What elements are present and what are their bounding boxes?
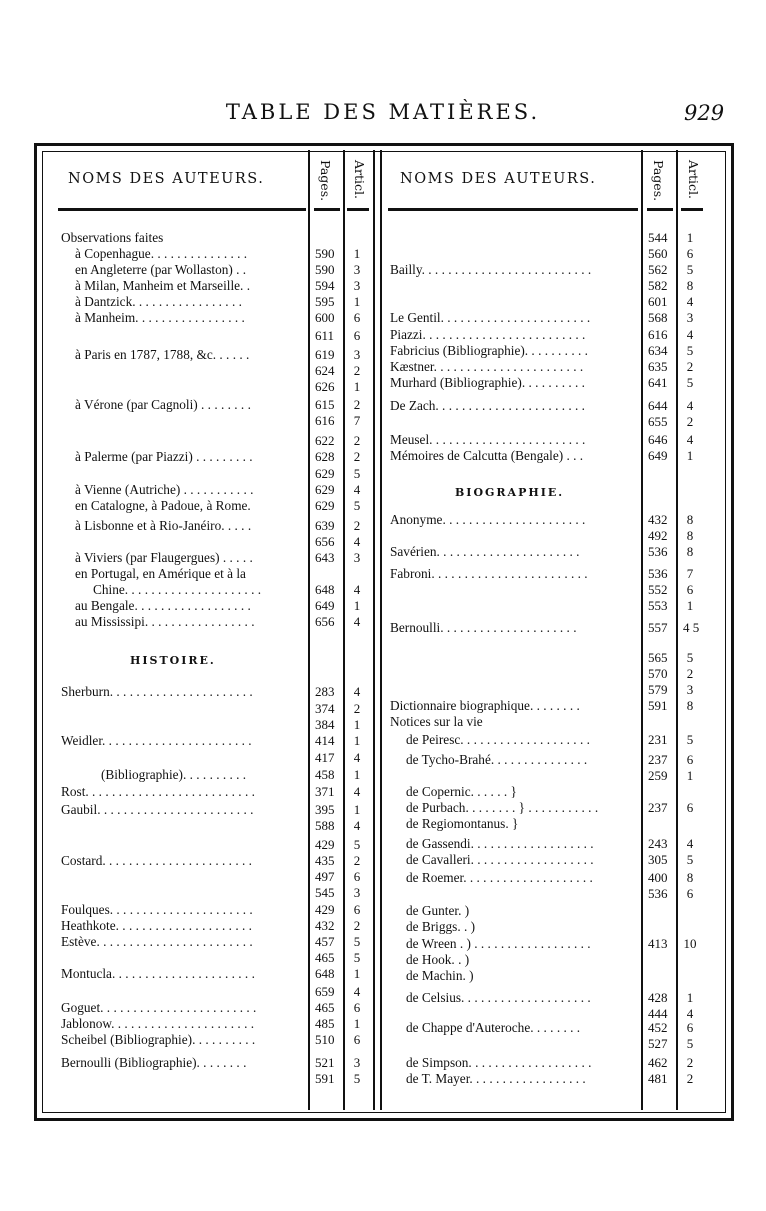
right-entry-page: 562 (648, 262, 668, 277)
page-header-title: TABLE DES MATIÈRES. (225, 100, 541, 124)
left-entry-article: 1 (353, 733, 361, 748)
left-entry-article: 3 (353, 550, 361, 565)
right-entry-name: de Hook. . ) (406, 952, 470, 967)
left-entry-name: Heathkote. . . . . . . . . . . . . . . . . . . . . (61, 918, 252, 933)
right-entry-article: 8 (686, 698, 694, 713)
left-entry-name: à Palerme (par Piazzi) . . . . . . . . . (75, 449, 253, 464)
left-header-rule (58, 208, 306, 211)
left-entry-article: 4 (353, 614, 361, 629)
left-entry-article: 3 (353, 1055, 361, 1070)
center-double-divider-b (380, 150, 382, 1110)
left-entry-page: 545 (315, 885, 335, 900)
left-entry-name: en Catalogne, à Padoue, à Rome. (75, 498, 251, 513)
right-entry-article: 4 (686, 294, 694, 309)
left-entry-page: 371 (315, 784, 335, 799)
right-entry-article: 6 (686, 752, 694, 767)
left-entry-article: 1 (353, 717, 361, 732)
left-entry-page: 619 (315, 347, 335, 362)
right-entry-article: 10 (683, 936, 697, 951)
right-entry-name: de Tycho-Brahé. . . . . . . . . . . . . . . (406, 752, 588, 767)
right-entry-article: 2 (686, 1071, 694, 1086)
left-entry-article: 6 (353, 1000, 361, 1015)
left-entry-page: 417 (315, 750, 335, 765)
left-entry-page: 628 (315, 449, 335, 464)
center-double-divider-a (373, 150, 375, 1110)
right-entry-name: Fabroni. . . . . . . . . . . . . . . . . . . . . . . . (390, 566, 588, 581)
right-entry-article: 1 (686, 448, 694, 463)
left-entry-page: 616 (315, 413, 335, 428)
left-entry-article: 6 (353, 902, 361, 917)
left-entry-article: 5 (353, 498, 361, 513)
left-entry-name: en Angleterre (par Wollaston) . . (75, 262, 247, 277)
left-entry-name: au Bengale. . . . . . . . . . . . . . . . . . (75, 598, 251, 613)
left-art-rule (347, 208, 369, 211)
left-entry-page: 510 (315, 1032, 335, 1047)
right-entry-page: 481 (648, 1071, 668, 1086)
right-entry-page: 635 (648, 359, 668, 374)
left-entry-article: 6 (353, 869, 361, 884)
left-entry-article: 5 (353, 837, 361, 852)
right-entry-page: 305 (648, 852, 668, 867)
left-entry-name: en Portugal, en Amérique et à la (75, 566, 246, 581)
left-entry-name: à Copenhague. . . . . . . . . . . . . . . (75, 246, 248, 261)
right-entry-page: 560 (648, 246, 668, 261)
left-entry-name: à Lisbonne et à Rio-Janéiro. . . . . (75, 518, 252, 533)
right-entry-article: 4 (686, 327, 694, 342)
left-entry-article: 2 (353, 701, 361, 716)
left-entry-page: 395 (315, 802, 335, 817)
left-entry-page: 435 (315, 853, 335, 868)
right-entry-name: Mémoires de Calcutta (Bengale) . . . (390, 448, 584, 463)
left-pages-column-header: Pages. (318, 160, 333, 202)
right-entry-page: 527 (648, 1036, 668, 1051)
left-entry-page: 659 (315, 984, 335, 999)
right-entry-name: Meusel. . . . . . . . . . . . . . . . . . . . . . . . (390, 432, 586, 447)
left-entry-page: 656 (315, 534, 335, 549)
left-entry-page: 594 (315, 278, 335, 293)
right-entry-article: 5 (686, 343, 694, 358)
right-name-pages-divider (641, 150, 643, 1110)
right-entry-article: 5 (686, 1036, 694, 1051)
right-entry-name: De Zach. . . . . . . . . . . . . . . . . . . . . . . (390, 398, 585, 413)
right-entry-page: 601 (648, 294, 668, 309)
right-entry-page: 649 (648, 448, 668, 463)
right-entry-page: 582 (648, 278, 668, 293)
right-entry-name: Anonyme. . . . . . . . . . . . . . . . . . . . . . (390, 512, 586, 527)
right-entry-page: 536 (648, 544, 668, 559)
right-pages-rule (647, 208, 673, 211)
left-entry-page: 643 (315, 550, 335, 565)
left-entry-article: 2 (353, 363, 361, 378)
right-entry-page: 237 (648, 800, 668, 815)
histoire-section-heading: HISTOIRE. (130, 654, 216, 667)
left-entry-page: 283 (315, 684, 335, 699)
right-entry-article: 2 (686, 1055, 694, 1070)
left-entry-name: à Milan, Manheim et Marseille. . (75, 278, 251, 293)
left-entry-name: Montucla. . . . . . . . . . . . . . . . . . . . . . (61, 966, 255, 981)
left-entry-name: Bernoulli (Bibliographie). . . . . . . . (61, 1055, 247, 1070)
right-entry-article: 5 (686, 375, 694, 390)
left-entry-article: 2 (353, 853, 361, 868)
right-entry-article: 8 (686, 544, 694, 559)
right-entry-page: 616 (648, 327, 668, 342)
left-entry-page: 615 (315, 397, 335, 412)
right-entry-page: 579 (648, 682, 668, 697)
right-entry-name: Dictionnaire biographique. . . . . . . . (390, 698, 580, 713)
right-entry-article: 4 (686, 1006, 694, 1021)
left-entry-name: à Dantzick. . . . . . . . . . . . . . . . . (75, 294, 242, 309)
right-entry-page: 462 (648, 1055, 668, 1070)
left-entry-page: 656 (315, 614, 335, 629)
left-entry-name: Chine. . . . . . . . . . . . . . . . . . . . . (93, 582, 262, 597)
right-header-rule (388, 208, 638, 211)
right-entry-article: 1 (686, 598, 694, 613)
left-entry-page: 648 (315, 582, 335, 597)
right-entry-article: 8 (686, 278, 694, 293)
left-entry-page: 629 (315, 466, 335, 481)
left-entry-article: 4 (353, 818, 361, 833)
left-entry-article: 2 (353, 433, 361, 448)
page-number: 929 (684, 101, 725, 125)
left-entry-article: 4 (353, 684, 361, 699)
left-entry-name: Scheibel (Bibliographie). . . . . . . . . . (61, 1032, 256, 1047)
right-entry-name: de Peiresc. . . . . . . . . . . . . . . . . . . . (406, 732, 590, 747)
right-entry-name: de Celsius. . . . . . . . . . . . . . . . . . . . (406, 990, 591, 1005)
right-entry-article: 4 (686, 398, 694, 413)
left-entry-article: 2 (353, 449, 361, 464)
left-entry-article: 3 (353, 347, 361, 362)
right-entry-article: 3 (686, 682, 694, 697)
right-entry-page: 243 (648, 836, 668, 851)
left-entry-page: 374 (315, 701, 335, 716)
right-entry-page: 641 (648, 375, 668, 390)
right-entry-page: 536 (648, 886, 668, 901)
right-entry-name: de Purbach. . . . . . . . } . . . . . . . . . . . (406, 800, 599, 815)
left-entry-page: 590 (315, 246, 335, 261)
left-entry-article: 4 (353, 534, 361, 549)
right-entry-article: 2 (686, 414, 694, 429)
right-pages-column-header: Pages. (651, 160, 666, 202)
right-entry-page: 570 (648, 666, 668, 681)
right-entry-page: 553 (648, 598, 668, 613)
left-entry-page: 414 (315, 733, 335, 748)
left-entry-page: 432 (315, 918, 335, 933)
left-entry-page: 465 (315, 950, 335, 965)
left-entry-article: 4 (353, 784, 361, 799)
left-entry-article: 4 (353, 482, 361, 497)
left-entry-name: à Vérone (par Cagnoli) . . . . . . . . (75, 397, 251, 412)
right-pages-art-divider (676, 150, 678, 1110)
left-entry-article: 5 (353, 950, 361, 965)
right-entry-article: 4 5 (683, 620, 700, 635)
right-entry-name: de Regiomontanus. } (406, 816, 519, 831)
left-pages-art-divider (343, 150, 345, 1110)
left-entry-page: 595 (315, 294, 335, 309)
right-entry-article: 3 (686, 310, 694, 325)
left-entry-article: 5 (353, 466, 361, 481)
left-entry-name: Rost. . . . . . . . . . . . . . . . . . . . . . . . . . (61, 784, 255, 799)
right-entry-article: 2 (686, 359, 694, 374)
right-entry-name: de Gunter. ) (406, 903, 470, 918)
right-entry-page: 259 (648, 768, 668, 783)
left-entry-article: 1 (353, 246, 361, 261)
right-entry-article: 6 (686, 886, 694, 901)
left-entry-article: 5 (353, 1071, 361, 1086)
right-entry-article: 6 (686, 246, 694, 261)
right-entry-article: 5 (686, 732, 694, 747)
right-entry-page: 552 (648, 582, 668, 597)
left-entry-article: 2 (353, 918, 361, 933)
right-entry-article: 1 (686, 768, 694, 783)
right-entry-page: 655 (648, 414, 668, 429)
left-entry-page: 629 (315, 482, 335, 497)
left-entry-page: 429 (315, 837, 335, 852)
left-entry-name: Gaubil. . . . . . . . . . . . . . . . . . . . . . . . (61, 802, 254, 817)
right-entry-article: 1 (686, 230, 694, 245)
right-entry-name: de Wreen . ) . . . . . . . . . . . . . . . . . . (406, 936, 591, 951)
left-entry-page: 639 (315, 518, 335, 533)
left-entry-name: Weidler. . . . . . . . . . . . . . . . . . . . . . . (61, 733, 252, 748)
left-entry-article: 1 (353, 767, 361, 782)
right-entry-page: 634 (648, 343, 668, 358)
right-entry-page: 413 (648, 936, 668, 951)
left-entry-name: au Mississipi. . . . . . . . . . . . . . . . . (75, 614, 255, 629)
right-entry-page: 557 (648, 620, 668, 635)
right-entry-article: 2 (686, 666, 694, 681)
left-entry-page: 384 (315, 717, 335, 732)
left-entry-article: 6 (353, 310, 361, 325)
right-entry-page: 432 (648, 512, 668, 527)
right-entry-name: de Copernic. . . . . . } (406, 784, 517, 799)
left-entry-article: 5 (353, 934, 361, 949)
left-entry-article: 2 (353, 397, 361, 412)
right-entry-name: Piazzi. . . . . . . . . . . . . . . . . . . . . . . . . (390, 327, 586, 342)
right-entry-article: 8 (686, 528, 694, 543)
right-entry-page: 644 (648, 398, 668, 413)
left-entry-article: 4 (353, 984, 361, 999)
left-entry-article: 1 (353, 802, 361, 817)
right-entry-name: Murhard (Bibliographie). . . . . . . . . . (390, 375, 585, 390)
right-entry-page: 565 (648, 650, 668, 665)
right-entry-article: 8 (686, 512, 694, 527)
right-entry-name: Savérien. . . . . . . . . . . . . . . . . . . . . . (390, 544, 580, 559)
right-entry-name: de Cavalleri. . . . . . . . . . . . . . . . . . . (406, 852, 594, 867)
left-entry-page: 629 (315, 498, 335, 513)
right-entry-article: 6 (686, 582, 694, 597)
left-entry-page: 600 (315, 310, 335, 325)
left-entry-page: 465 (315, 1000, 335, 1015)
left-entry-name: (Bibliographie). . . . . . . . . . (101, 767, 247, 782)
right-entry-name: Bernoulli. . . . . . . . . . . . . . . . . . . . . (390, 620, 577, 635)
right-entry-page: 428 (648, 990, 668, 1005)
left-entry-article: 7 (353, 413, 361, 428)
left-entry-name: Estève. . . . . . . . . . . . . . . . . . . . . . . . (61, 934, 253, 949)
left-entry-page: 624 (315, 363, 335, 378)
left-entry-page: 591 (315, 1071, 335, 1086)
left-entry-page: 648 (315, 966, 335, 981)
left-entry-name: à Vienne (Autriche) . . . . . . . . . . . (75, 482, 254, 497)
right-entry-page: 452 (648, 1020, 668, 1035)
left-articles-column-header: Articl. (352, 160, 367, 199)
right-entry-name: de Roemer. . . . . . . . . . . . . . . . . . . . (406, 870, 593, 885)
right-entry-article: 8 (686, 870, 694, 885)
right-entry-name: Fabricius (Bibliographie). . . . . . . . . . (390, 343, 588, 358)
right-entry-article: 4 (686, 432, 694, 447)
right-entry-name: Le Gentil. . . . . . . . . . . . . . . . . . . . . . . (390, 310, 591, 325)
left-entry-article: 6 (353, 328, 361, 343)
left-entry-article: 1 (353, 966, 361, 981)
right-entry-name: Notices sur la vie (390, 714, 483, 729)
right-entry-page: 591 (648, 698, 668, 713)
left-entry-article: 4 (353, 750, 361, 765)
left-entry-page: 649 (315, 598, 335, 613)
left-entry-name: à Manheim. . . . . . . . . . . . . . . . . (75, 310, 245, 325)
left-entry-article: 6 (353, 1032, 361, 1047)
left-name-column-header: NOMS DES AUTEURS. (68, 171, 265, 187)
left-entry-article: 1 (353, 1016, 361, 1031)
right-entry-article: 5 (686, 650, 694, 665)
left-entry-page: 521 (315, 1055, 335, 1070)
left-entry-article: 3 (353, 262, 361, 277)
left-entry-page: 458 (315, 767, 335, 782)
left-pages-rule (314, 208, 340, 211)
right-entry-article: 5 (686, 262, 694, 277)
right-entry-page: 231 (648, 732, 668, 747)
left-entry-page: 485 (315, 1016, 335, 1031)
right-name-column-header: NOMS DES AUTEURS. (400, 171, 597, 187)
right-entry-name: de T. Mayer. . . . . . . . . . . . . . . . . . (406, 1071, 586, 1086)
left-entry-page: 497 (315, 869, 335, 884)
right-entry-article: 5 (686, 852, 694, 867)
biographie-section-heading: BIOGRAPHIE. (455, 486, 565, 499)
right-entry-page: 492 (648, 528, 668, 543)
right-entry-name: Bailly. . . . . . . . . . . . . . . . . . . . . . . . . . (390, 262, 592, 277)
left-entry-article: 4 (353, 582, 361, 597)
left-entry-name: Foulques. . . . . . . . . . . . . . . . . . . . . . (61, 902, 253, 917)
left-entry-article: 1 (353, 379, 361, 394)
left-entry-article: 2 (353, 518, 361, 533)
right-entry-article: 4 (686, 836, 694, 851)
left-entry-page: 622 (315, 433, 335, 448)
left-entry-name: à Viviers (par Flaugergues) . . . . . (75, 550, 253, 565)
left-name-pages-divider (308, 150, 310, 1110)
right-articles-column-header: Articl. (686, 160, 701, 199)
left-entry-page: 429 (315, 902, 335, 917)
left-entry-page: 457 (315, 934, 335, 949)
right-entry-name: de Chappe d'Auteroche. . . . . . . . (406, 1020, 581, 1035)
left-entry-name: Costard. . . . . . . . . . . . . . . . . . . . . . . (61, 853, 252, 868)
left-entry-article: 3 (353, 278, 361, 293)
right-entry-page: 400 (648, 870, 668, 885)
left-entry-name: Sherburn. . . . . . . . . . . . . . . . . . . . . . (61, 684, 253, 699)
right-entry-name: de Briggs. . ) (406, 919, 476, 934)
right-entry-page: 444 (648, 1006, 668, 1021)
left-entry-article: 1 (353, 598, 361, 613)
right-entry-article: 6 (686, 800, 694, 815)
right-entry-article: 6 (686, 1020, 694, 1035)
right-entry-page: 646 (648, 432, 668, 447)
right-entry-name: de Simpson. . . . . . . . . . . . . . . . . . . (406, 1055, 592, 1070)
left-entry-article: 3 (353, 885, 361, 900)
right-entry-page: 536 (648, 566, 668, 581)
left-entry-page: 611 (315, 328, 335, 343)
left-entry-page: 626 (315, 379, 335, 394)
left-entry-article: 1 (353, 294, 361, 309)
left-entry-page: 588 (315, 818, 335, 833)
left-entry-page: 590 (315, 262, 335, 277)
right-entry-article: 1 (686, 990, 694, 1005)
left-entry-name: à Paris en 1787, 1788, &c. . . . . . (75, 347, 250, 362)
right-entry-page: 544 (648, 230, 668, 245)
left-entry-name: Goguet. . . . . . . . . . . . . . . . . . . . . . . . (61, 1000, 257, 1015)
left-entry-name: Observations faites (61, 230, 164, 245)
right-art-rule (681, 208, 703, 211)
right-entry-name: Kæstner. . . . . . . . . . . . . . . . . . . . . . . (390, 359, 584, 374)
left-entry-name: Jablonow. . . . . . . . . . . . . . . . . . . . . . (61, 1016, 255, 1031)
right-entry-article: 7 (686, 566, 694, 581)
right-entry-page: 237 (648, 752, 668, 767)
right-entry-name: de Machin. ) (406, 968, 474, 983)
right-entry-page: 568 (648, 310, 668, 325)
right-entry-name: de Gassendi. . . . . . . . . . . . . . . . . . . (406, 836, 594, 851)
